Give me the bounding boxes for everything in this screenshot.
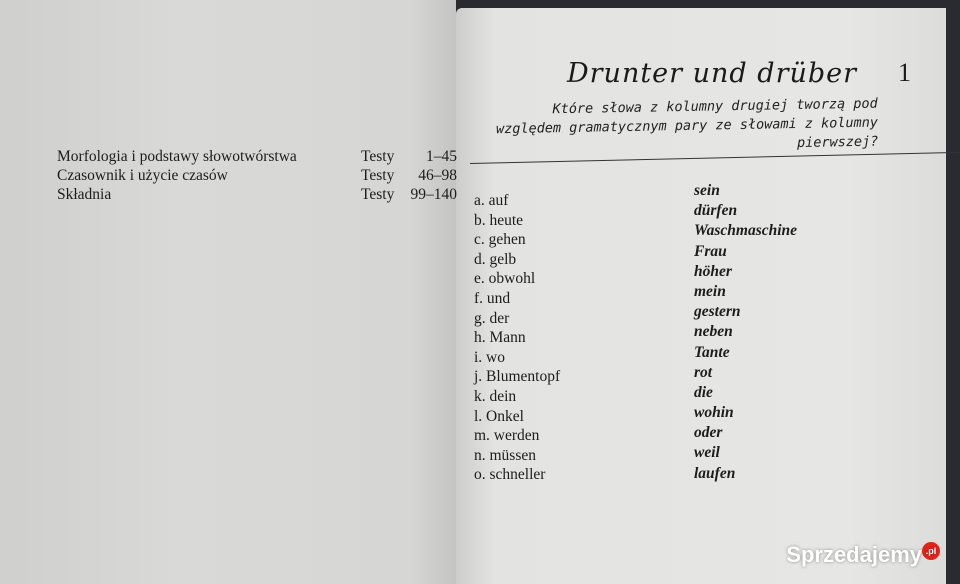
list-item: dürfen <box>694 202 738 220</box>
list-item: sein <box>694 182 720 199</box>
list-item: g. der <box>474 309 510 327</box>
list-item: höher <box>694 262 732 280</box>
list-item: mein <box>694 282 726 300</box>
list-item: die <box>694 383 713 401</box>
list-item: f. und <box>474 289 511 307</box>
list-item: b. heute <box>474 211 524 229</box>
list-item: laufen <box>694 464 736 482</box>
list-item: gestern <box>694 303 741 321</box>
toc-row <box>57 148 457 167</box>
list-item: o. schneller <box>474 466 546 484</box>
watermark-logo: .pl <box>922 542 940 560</box>
list-item: d. gelb <box>474 250 517 268</box>
list-item: Tante <box>694 343 730 361</box>
toc-range: 99–140 <box>410 186 457 203</box>
list-item: k. dein <box>474 387 517 405</box>
list-item: c. gehen <box>474 231 526 249</box>
column-first <box>474 192 560 486</box>
column-second <box>694 182 797 485</box>
toc-label: Składnia <box>57 186 112 203</box>
list-item: wohin <box>694 404 734 422</box>
exercise-number: 1 <box>898 58 911 87</box>
list-item: oder <box>694 424 723 442</box>
list-item: n. müssen <box>474 446 536 464</box>
list-item: l. Onkel <box>474 407 524 425</box>
list-item: neben <box>694 323 733 341</box>
list-item: rot <box>694 363 713 381</box>
toc-label: Czasownik i użycie czasów <box>57 167 228 184</box>
toc-range: 46–98 <box>418 167 457 184</box>
toc-tests: Testy <box>361 167 395 184</box>
toc-range: 1–45 <box>426 148 457 165</box>
instruction: Które słowa z kolumny drugiej tworzą pod względem gramatycznym pary ze słowami z kolumny pierwszej? <box>495 95 879 152</box>
left-page <box>0 0 456 584</box>
toc-tests: Testy <box>361 186 395 203</box>
list-item: Frau <box>694 242 727 260</box>
list-item: j. Blumentopf <box>474 368 561 386</box>
page-title: Drunter und drüber <box>567 58 858 89</box>
toc-label: Morfologia i podstawy słowotwórstwa <box>57 148 297 165</box>
list-item: m. werden <box>474 427 540 445</box>
list-item: h. Mann <box>474 329 526 347</box>
toc-row <box>57 167 457 186</box>
list-item: e. obwohl <box>474 270 536 288</box>
watermark-text: Sprzedajemy <box>786 542 922 567</box>
toc-tests: Testy <box>361 148 395 165</box>
list-item: i. wo <box>474 348 505 366</box>
list-item: Waschmaschine <box>694 222 798 240</box>
watermark <box>786 542 940 568</box>
toc-row <box>57 186 457 205</box>
list-item: weil <box>694 444 720 462</box>
list-item: a. auf <box>474 192 509 209</box>
table-of-contents <box>57 148 457 205</box>
